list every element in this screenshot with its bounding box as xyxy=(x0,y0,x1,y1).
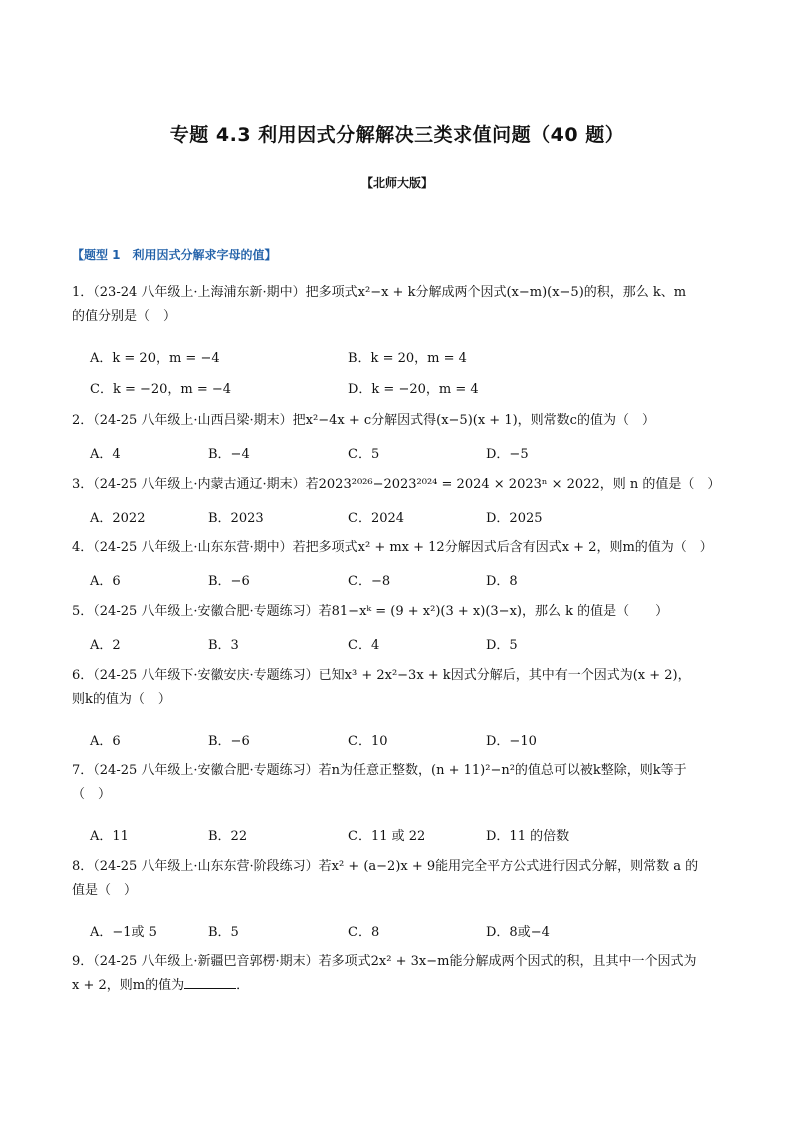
question-2 xyxy=(72,409,732,433)
question-4-option-b[interactable]: B．−6 xyxy=(208,574,250,589)
question-3-options xyxy=(90,507,730,527)
question-6-option-d[interactable]: D．−10 xyxy=(486,734,537,749)
question-3 xyxy=(72,473,732,497)
question-3-option-a[interactable]: A．2022 xyxy=(90,511,146,526)
question-9-stem-cont xyxy=(72,974,732,998)
question-8-option-b[interactable]: B．5 xyxy=(208,925,239,940)
question-9-stem-text: x + 2，则m的值为 xyxy=(72,978,185,993)
question-1-options-row1 xyxy=(90,347,730,367)
question-1-option-b[interactable]: B．k = 20，m = 4 xyxy=(348,351,467,366)
question-8-stem-cont: 值是（ ） xyxy=(72,883,138,898)
question-7-option-d[interactable]: D．11 的倍数 xyxy=(486,829,570,844)
question-5-option-d[interactable]: D．5 xyxy=(486,638,518,653)
question-1-option-a[interactable]: A．k = 20，m = −4 xyxy=(90,351,220,366)
question-6-option-b[interactable]: B．−6 xyxy=(208,734,250,749)
question-4-options xyxy=(90,570,730,590)
question-2-option-b[interactable]: B．−4 xyxy=(208,447,250,462)
edition-label: 【北师大版】 xyxy=(360,176,433,190)
question-5-option-c[interactable]: C．4 xyxy=(348,638,380,653)
question-5-option-b[interactable]: B．3 xyxy=(208,638,239,653)
question-8-options xyxy=(90,921,730,941)
question-7-options xyxy=(90,825,730,845)
question-6-option-a[interactable]: A．6 xyxy=(90,734,121,749)
question-6-option-c[interactable]: C．10 xyxy=(348,734,388,749)
question-3-stem: 3．（24-25 八年级上·内蒙古通辽·期末）若2023²⁰²⁶−2023²⁰²⁴ = 2024 × 2023ⁿ × 2022，则 n 的值是（ ） xyxy=(72,477,721,492)
question-2-options xyxy=(90,443,730,463)
question-3-option-b[interactable]: B．2023 xyxy=(208,511,264,526)
question-4-option-c[interactable]: C．−8 xyxy=(348,574,391,589)
question-8-option-d[interactable]: D．8或−4 xyxy=(486,925,550,940)
question-8-option-c[interactable]: C．8 xyxy=(348,925,380,940)
question-5-option-a[interactable]: A．2 xyxy=(90,638,121,653)
question-7-option-a[interactable]: A．11 xyxy=(90,829,129,844)
question-5-options xyxy=(90,634,730,654)
question-4 xyxy=(72,536,732,560)
question-1-stem-cont: 的值分别是（ ） xyxy=(72,309,177,324)
question-8-option-a[interactable]: A．−1或 5 xyxy=(90,925,157,940)
question-7-option-c[interactable]: C．11 或 22 xyxy=(348,829,426,844)
question-8 xyxy=(72,855,732,903)
question-9-period: ． xyxy=(236,978,250,993)
question-6-options xyxy=(90,730,730,750)
question-7-stem-cont: （ ） xyxy=(72,787,112,802)
question-1-stem: 1．（23-24 八年级上·上海浦东新·期中）把多项式x²−x + k分解成两个因式(x−m)(x−5)的积，那么 k、m xyxy=(72,285,687,300)
question-7-stem: 7．（24-25 八年级上·安徽合肥·专题练习）若n为任意正整数，(n + 11)²−n²的值总可以被k整除，则k等于 xyxy=(72,763,687,778)
question-7 xyxy=(72,759,732,807)
question-1-option-c[interactable]: C．k = −20，m = −4 xyxy=(90,382,232,397)
question-2-option-a[interactable]: A．4 xyxy=(90,447,121,462)
question-7-option-b[interactable]: B．22 xyxy=(208,829,248,844)
section-heading-type-1: 【题型 1 利用因式分解求字母的值】 xyxy=(72,248,277,262)
question-1 xyxy=(72,281,732,329)
question-3-option-d[interactable]: D．2025 xyxy=(486,511,543,526)
question-6 xyxy=(72,664,732,712)
page-title: 专题 4.3 利用因式分解解决三类求值问题（40 题） xyxy=(169,124,625,146)
question-2-option-d[interactable]: D．−5 xyxy=(486,447,529,462)
answer-blank[interactable] xyxy=(184,974,236,989)
question-3-option-c[interactable]: C．2024 xyxy=(348,511,405,526)
question-4-option-d[interactable]: D．8 xyxy=(486,574,518,589)
question-5-stem: 5．（24-25 八年级上·安徽合肥·专题练习）若81−xᵏ = (9 + x²)(3 + x)(3−x)，那么 k 的值是（ ） xyxy=(72,604,669,619)
question-9 xyxy=(72,950,732,998)
question-8-stem: 8．（24-25 八年级上·山东东营·阶段练习）若x² + (a−2)x + 9能用完全平方公式进行因式分解，则常数 a 的 xyxy=(72,859,699,874)
question-6-stem-cont: 则k的值为（ ） xyxy=(72,692,171,707)
question-2-option-c[interactable]: C．5 xyxy=(348,447,380,462)
question-2-stem: 2．（24-25 八年级上·山西吕梁·期末）把x²−4x + c分解因式得(x−5)(x + 1)，则常数c的值为（ ） xyxy=(72,413,655,428)
question-1-options-row2 xyxy=(90,378,730,398)
question-4-stem: 4．（24-25 八年级上·山东东营·期中）若把多项式x² + mx + 12分解因式后含有因式x + 2，则m的值为（ ） xyxy=(72,540,713,555)
question-9-stem: 9．（24-25 八年级上·新疆巴音郭楞·期末）若多项式2x² + 3x−m能分解成两个因式的积，且其中一个因式为 xyxy=(72,954,697,969)
question-5 xyxy=(72,600,732,624)
question-1-option-d[interactable]: D．k = −20，m = 4 xyxy=(348,382,479,397)
question-4-option-a[interactable]: A．6 xyxy=(90,574,121,589)
question-6-stem: 6．（24-25 八年级下·安徽安庆·专题练习）已知x³ + 2x²−3x + k因式分解后，其中有一个因式为(x + 2)， xyxy=(72,668,691,683)
